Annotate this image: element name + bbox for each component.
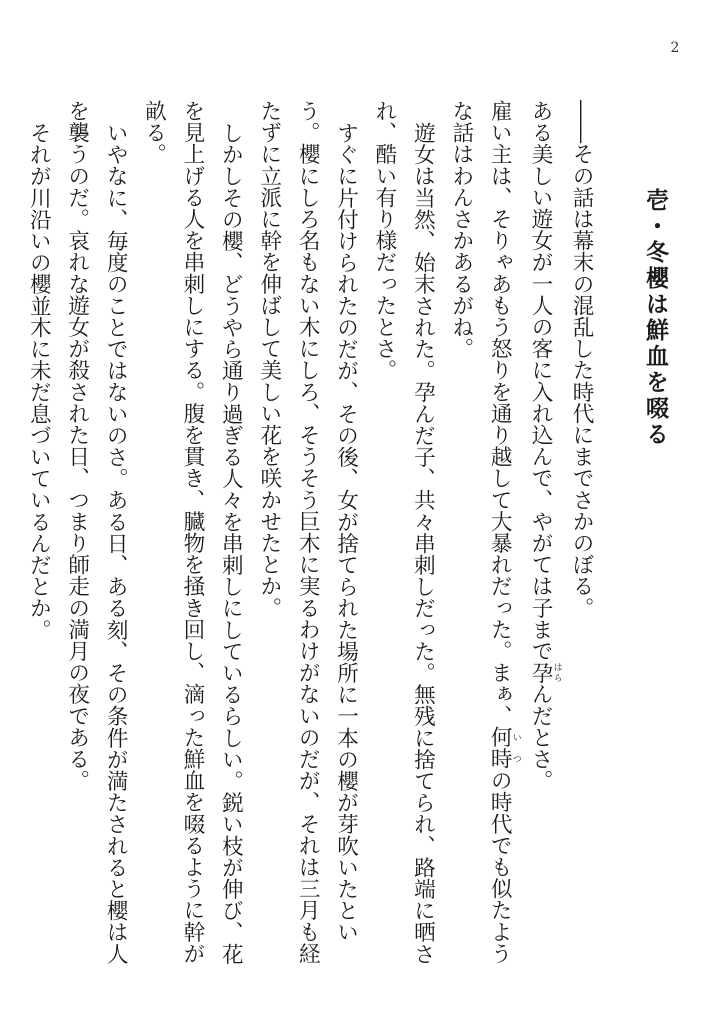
paragraph-6: しかしその櫻、どうやら通り過ぎる人々を串刺しにしているらしい。鋭い枝が伸び、花を見上げる人を串刺しにする。腹を貫き、臓物を掻き回し、滴った鮮血を啜るように幹が畝る。 <box>141 100 244 964</box>
paragraph-7: いやなに、毎度のことではないのさ。ある日、ある刻、その条件が満たされると櫻は人を襲うのだ。哀れな遊女が殺された日、つまり師走の満月の夜である。 <box>64 100 129 964</box>
paragraph-4: 遊女は当然、始末された。孕んだ子、共々串刺しだった。無残に捨てられ、路端に晒され、酷い有り様だったとさ。 <box>371 100 436 964</box>
ruby-reading: はら <box>551 661 562 684</box>
ruby-reading: いつ <box>510 726 521 770</box>
paragraph-2: ある美しい遊女が一人の客に入れ込んで、やがては子まで孕はらんだとさ。 <box>528 100 562 792</box>
paragraph-8: それが川沿いの櫻並木に未だ息づいているんだとか。 <box>26 121 52 640</box>
page-number: 2 <box>670 40 680 56</box>
body-text <box>26 100 600 975</box>
ruby-annotation: 何時いつ <box>487 726 521 770</box>
paragraph-1: ――その話は幕末の混乱した時代にまでさかのぼる。 <box>569 100 594 619</box>
paragraph-3: 雇い主は、そりゃあもう怒りを通り越して大暴れだった。まぁ、何時いつの時代でも似たような話はわんさかあるがね。 <box>448 100 521 965</box>
chapter-title: 壱・冬櫻は鮮血を啜る <box>642 188 669 448</box>
paragraph-5: すぐに片付けられたのだが、その後、女が捨てられた場所に一本の櫻が芽吹いたという。櫻にしろ名もない木にしろ、そうそう巨木に実るわけがないのだが、それは三月も経たずに立派に幹を伸ばして美しい花を咲かせたとか。 <box>256 100 359 964</box>
ruby-annotation: 孕はら <box>528 661 562 684</box>
